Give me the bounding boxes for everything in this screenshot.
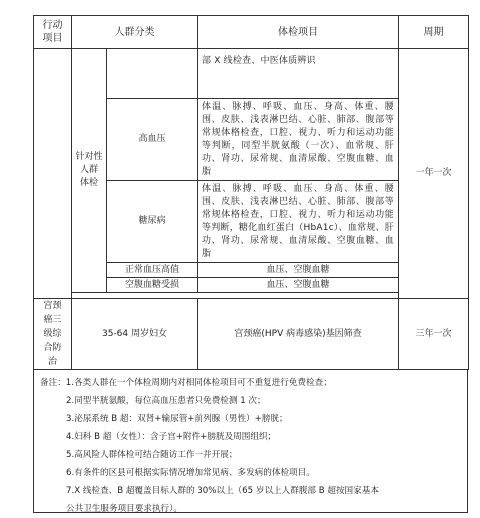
cervical-category: 35-64 周岁妇女 bbox=[72, 299, 198, 370]
targeted-group-label: 针对性 人群 体检 bbox=[72, 49, 107, 293]
diabetes-items: 体温、脉搏、呼吸、血压、身高、体重、腰围、皮肤、浅表淋巴结、心脏、肺部、腹部等常规体格检查，口腔、视力、听力和运动功能等判断，糖化血红蛋白（HbA1c）、血常规、肝功、肾功、尿常规、血清尿酸、空腹血糖、血脂 bbox=[198, 181, 399, 263]
empty-action-cell bbox=[34, 49, 72, 299]
note-line bbox=[40, 374, 461, 392]
table-row bbox=[34, 299, 469, 370]
health-check-table-page bbox=[33, 15, 468, 514]
period-triennial: 三年一次 bbox=[399, 299, 469, 370]
table-header-row bbox=[34, 16, 469, 49]
health-check-table bbox=[33, 15, 469, 370]
impaired-fg-label: 空腹血糖受损 bbox=[107, 278, 198, 293]
high-normal-bp-items: 血压、空腹血糖 bbox=[198, 263, 399, 278]
diabetes-label: 糖尿病 bbox=[107, 181, 198, 263]
header-period: 周期 bbox=[399, 16, 469, 49]
header-action-project: 行动 项目 bbox=[34, 16, 72, 49]
notes-prefix: 备注： bbox=[40, 378, 66, 388]
note-1: 1.各类人群在一个体检周期内对相同体检项目可不重复进行免费检查； bbox=[65, 378, 332, 388]
note-7: 7.X 线检查、B 超覆盖目标人群的 30%以上（65 岁以上人群腹部 B 超按国家基本 bbox=[66, 486, 379, 496]
table-row bbox=[34, 49, 469, 99]
header-exam-items: 体检项目 bbox=[198, 16, 399, 49]
note-4: 4.妇科 B 超（女性）：含子宫+附件+膀胱及周围组织； bbox=[66, 432, 277, 442]
note-2: 2.同型半胱氨酸，每位高血压患者只免费检测 1 次； bbox=[66, 396, 266, 406]
partial-items-cell: 部 X 线检查、中医体质辨识 bbox=[198, 49, 399, 99]
empty-category-cell bbox=[107, 49, 198, 99]
header-population-category: 人群分类 bbox=[72, 16, 198, 49]
note-5: 5.高风险人群体检可结合随访工作一并开展； bbox=[66, 450, 238, 460]
note-7-continued: 公共卫生服务项目要求执行）。 bbox=[66, 504, 183, 514]
cervical-items: 宫颈癌(HPV 病毒感染)基因筛查 bbox=[198, 299, 399, 370]
notes-section bbox=[33, 370, 468, 513]
hypertension-label: 高血压 bbox=[107, 99, 198, 181]
high-normal-bp-label: 正常血压高值 bbox=[107, 263, 198, 278]
cervical-action-label: 宫颈 癌三 级综 合防 治 bbox=[34, 299, 72, 370]
note-3: 3.泌尿系统 B 超：双肾+输尿管+前列腺（男性）+膀胱； bbox=[66, 414, 288, 424]
impaired-fg-items: 血压、空腹血糖 bbox=[198, 278, 399, 293]
note-6: 6.有条件的区县可根据实际情况增加常见病、多发病的体检项目。 bbox=[66, 468, 315, 478]
period-yearly: 一年一次 bbox=[399, 49, 469, 299]
hypertension-items: 体温、脉搏、呼吸、血压、身高、体重、腰围、皮肤、浅表淋巴结、心脏、肺部、腹部等常规体格检查，口腔、视力、听力和运动功能等判断，同型半胱氨酸（一次）、血常规、肝功、肾功、尿常规、血清尿酸、空腹血糖、血脂 bbox=[198, 99, 399, 181]
